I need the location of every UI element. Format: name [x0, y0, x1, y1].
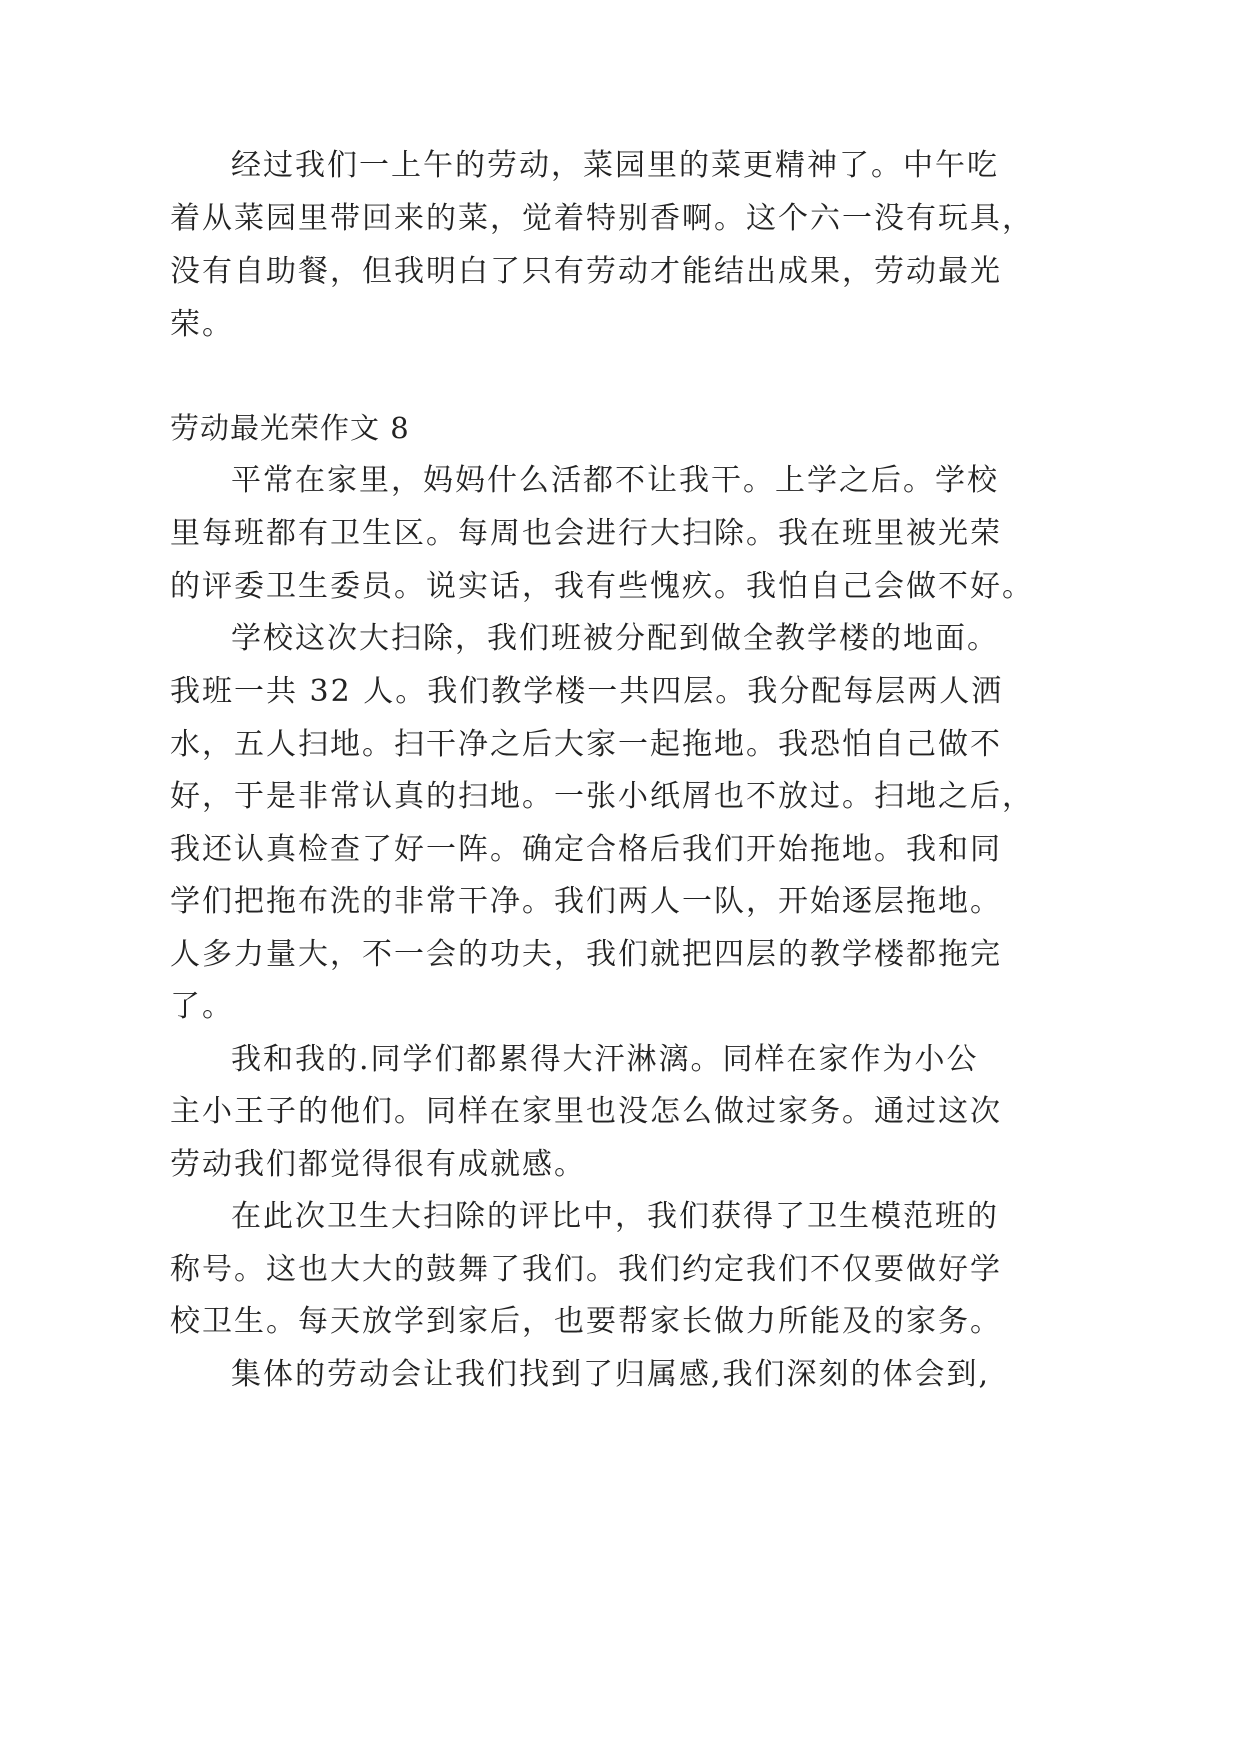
paragraph-2-line-1: 平常在家里，妈妈什么活都不让我干。上学之后。学校: [231, 463, 999, 498]
section-title: 劳动最光荣作文 8: [170, 411, 410, 445]
paragraph-4-line-2: 主小王子的他们。同样在家里也没怎么做过家务。通过这次: [170, 1094, 1002, 1129]
paragraph-1-line-2: 着从菜园里带回来的菜，觉着特别香啊。这个六一没有玩具，: [170, 201, 1034, 236]
paragraph-2-line-3: 的评委卫生委员。说实话，我有些愧疚。我怕自己会做不好。: [170, 569, 1034, 604]
paragraph-1-line-3: 没有自助餐，但我明白了只有劳动才能结出成果，劳动最光: [170, 254, 1002, 289]
paragraph-2-line-2: 里每班都有卫生区。每周也会进行大扫除。我在班里被光荣: [170, 516, 1002, 551]
paragraph-1-line-1: 经过我们一上午的劳动，菜园里的菜更精神了。中午吃: [231, 148, 999, 183]
paragraph-3-line-6: 学们把拖布洗的非常干净。我们两人一队，开始逐层拖地。: [170, 884, 1002, 919]
paragraph-1-line-4: 荣。: [170, 307, 234, 342]
paragraph-3-line-3: 水，五人扫地。扫干净之后大家一起拖地。我恐怕自己做不: [170, 727, 1002, 762]
paragraph-5-line-1: 在此次卫生大扫除的评比中，我们获得了卫生模范班的: [231, 1199, 999, 1234]
paragraph-5-line-2: 称号。这也大大的鼓舞了我们。我们约定我们不仅要做好学: [170, 1252, 1002, 1287]
paragraph-3-line-8: 了。: [170, 989, 234, 1024]
paragraph-3-line-5: 我还认真检查了好一阵。确定合格后我们开始拖地。我和同: [170, 832, 1002, 867]
paragraph-4-line-1: 我和我的.同学们都累得大汗淋漓。同样在家作为小公: [231, 1042, 979, 1077]
paragraph-5-line-3: 校卫生。每天放学到家后，也要帮家长做力所能及的家务。: [170, 1304, 1002, 1339]
paragraph-4-line-3: 劳动我们都觉得很有成就感。: [170, 1147, 586, 1182]
paragraph-3-line-2: 我班一共 32 人。我们教学楼一共四层。我分配每层两人洒: [170, 674, 1004, 709]
paragraph-3-line-1: 学校这次大扫除，我们班被分配到做全教学楼的地面。: [231, 621, 999, 656]
paragraph-3-line-4: 好，于是非常认真的扫地。一张小纸屑也不放过。扫地之后，: [170, 779, 1034, 814]
paragraph-6-line-1: 集体的劳动会让我们找到了归属感,我们深刻的体会到,: [231, 1357, 991, 1392]
paragraph-3-line-7: 人多力量大，不一会的功夫，我们就把四层的教学楼都拖完: [170, 937, 1002, 972]
